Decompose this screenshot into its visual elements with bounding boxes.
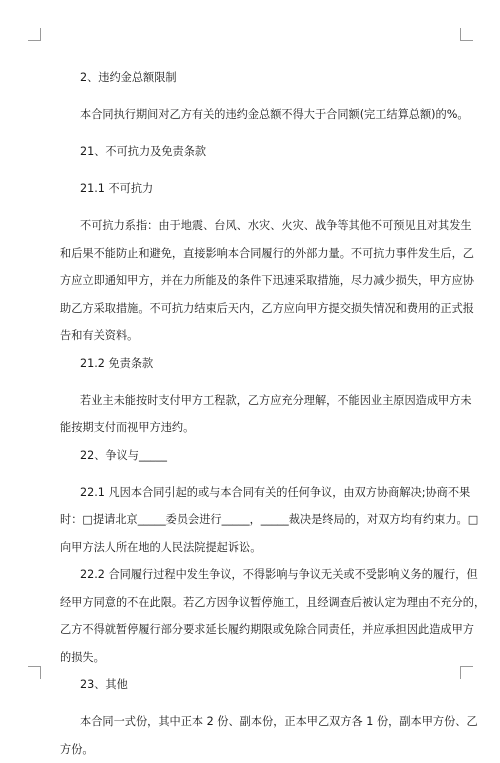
paragraph-line: 时：□提请北京_____委员会进行_____，_____裁决是终局的，对双方均有约束力。□: [60, 506, 458, 534]
section-heading-21: 21、不可抗力及免责条款: [78, 138, 458, 166]
paragraph-line: 22.1 凡因本合同引起的或与本合同有关的任何争议，由双方协商解决;协商不果: [78, 479, 458, 507]
paragraph-line: 和后果不能防止和避免，直接影响本合同履行的外部力量。不可抗力事件发生后，乙: [60, 240, 458, 268]
force-majeure-paragraph: [78, 212, 458, 350]
paragraph-line: 乙方不得就暂停履行部分要求延长履约期限或免除合同责任，并应承担因此造成甲方: [60, 616, 458, 644]
paragraph-line: 的损失。: [60, 644, 458, 672]
paragraph-line: 经甲方同意的不在此限。若乙方因争议暂停施工，且经调查后被认定为理由不充分的，: [60, 589, 458, 617]
paragraph-line: 不可抗力系指：由于地震、台风、水灾、火灾、战争等其他不可预见且对其发生: [78, 212, 458, 240]
dispute-performance-paragraph: [78, 561, 458, 671]
paragraph-line: 若业主未能按时支付甲方工程款，乙方应充分理解，不能因业主原因造成甲方未: [78, 387, 458, 415]
penalty-limit-paragraph: 本合同执行期间对乙方有关的违约金总额不得大于合同额(完工结算总额)的%。: [78, 101, 458, 129]
paragraph-line: 助乙方采取措施。不可抗力结束后天内，乙方应向甲方提交损失情况和费用的正式报: [60, 295, 458, 323]
paragraph-line: 本合同一式份，其中正本 2 份、副本份，正本甲乙双方各 1 份，副本甲方份、乙: [78, 708, 458, 736]
document-body: [78, 64, 458, 763]
paragraph-line: 22.2 合同履行过程中发生争议，不得影响与争议无关或不受影响义务的履行，但: [78, 561, 458, 589]
crop-mark-bottom-left: [28, 666, 41, 679]
paragraph-line: 能按期支付而视甲方违约。: [60, 414, 458, 442]
paragraph-line: 方应立即通知甲方，并在力所能及的条件下迅速采取措施，尽力减少损失，甲方应协: [60, 267, 458, 295]
section-heading-22: 22、争议与_____: [78, 442, 458, 470]
paragraph-line: 向甲方法人所在地的人民法院提起诉讼。: [60, 534, 458, 562]
crop-mark-bottom-right: [460, 666, 473, 679]
crop-mark-top-right: [460, 28, 473, 41]
exemption-paragraph: [78, 387, 458, 442]
section-heading-21-2: 21.2 免责条款: [78, 350, 458, 378]
paragraph-line: 方份。: [60, 736, 458, 763]
crop-mark-top-left: [28, 28, 41, 41]
section-heading-23: 23、其他: [78, 671, 458, 699]
paragraph-line: 告和有关资料。: [60, 322, 458, 350]
section-heading-2: 2、违约金总额限制: [78, 64, 458, 92]
dispute-resolution-paragraph: [78, 479, 458, 562]
section-heading-21-1: 21.1 不可抗力: [78, 175, 458, 203]
other-terms-paragraph: [78, 708, 458, 763]
